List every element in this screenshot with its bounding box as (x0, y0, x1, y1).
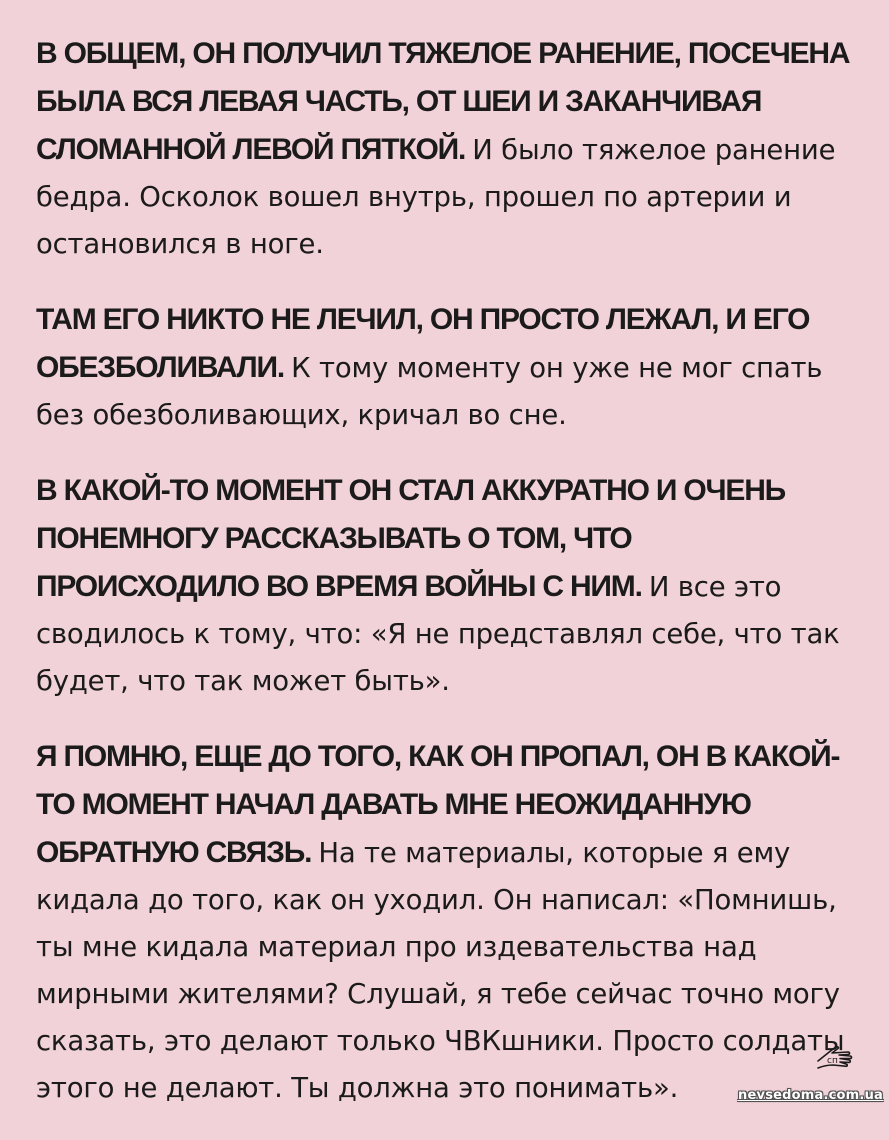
paragraph-3-text: И все это сводилось к тому, что: «Я не представлял себе, что так будет, что так может быть». (36, 571, 840, 697)
paragraph-3 (36, 467, 854, 705)
paragraph-2-lead: ТАМ ЕГО НИКТО НЕ ЛЕЧИЛ, ОН ПРОСТО ЛЕЖАЛ, И ЕГО ОБЕЗБОЛИВАЛИ. (36, 303, 810, 384)
paragraph-2 (36, 296, 854, 439)
watermark-link[interactable]: nevsedoma.com.ua (738, 1088, 883, 1103)
paragraph-4-lead: Я ПОМНЮ, ЕЩЕ ДО ТОГО, КАК ОН ПРОПАЛ, ОН В КАКОЙ-ТО МОМЕНТ НАЧАЛ ДАВАТЬ МНЕ НЕОЖИДАННУЮ ОБРАТНУЮ СВЯЗЬ. (36, 740, 840, 869)
paragraph-1-lead: В ОБЩЕМ, ОН ПОЛУЧИЛ ТЯЖЕЛОЕ РАНЕНИЕ, ПОСЕЧЕНА БЫЛА ВСЯ ЛЕВАЯ ЧАСТЬ, ОТ ШЕИ И ЗАКАНЧИВАЯ СЛОМАННОЙ ЛЕВОЙ ПЯТКОЙ. (36, 37, 850, 166)
paragraph-3-lead: В КАКОЙ-ТО МОМЕНТ ОН СТАЛ АККУРАТНО И ОЧЕНЬ ПОНЕМНОГУ РАССКАЗЫВАТЬ О ТОМ, ЧТО ПРОИСХОДИЛО ВО ВРЕМЯ ВОЙНЫ С НИМ. (36, 474, 786, 603)
paragraph-2-text: К тому моменту он уже не мог спать без обезболивающих, кричал во сне. (36, 352, 823, 431)
paragraph-1-text: И было тяжелое ранение бедра. Осколок вошел внутрь, прошел по артерии и остановился в ноге. (36, 134, 836, 260)
paragraph-1 (36, 30, 854, 268)
paragraph-4-text: На те материалы, которые я ему кидала до того, как он уходил. Он написал: «Помнишь, ты мне кидала материал про издевательства над мирными жителями? Слушай, я тебе сейчас точно могу сказать, это делают только ЧВКшники. Просто солдаты этого не делают. Ты должна это понимать». (36, 837, 845, 1104)
article-body (36, 30, 854, 1140)
logo-text: сп (827, 1056, 838, 1066)
paragraph-4 (36, 733, 854, 1112)
hand-logo-icon (815, 1041, 855, 1075)
